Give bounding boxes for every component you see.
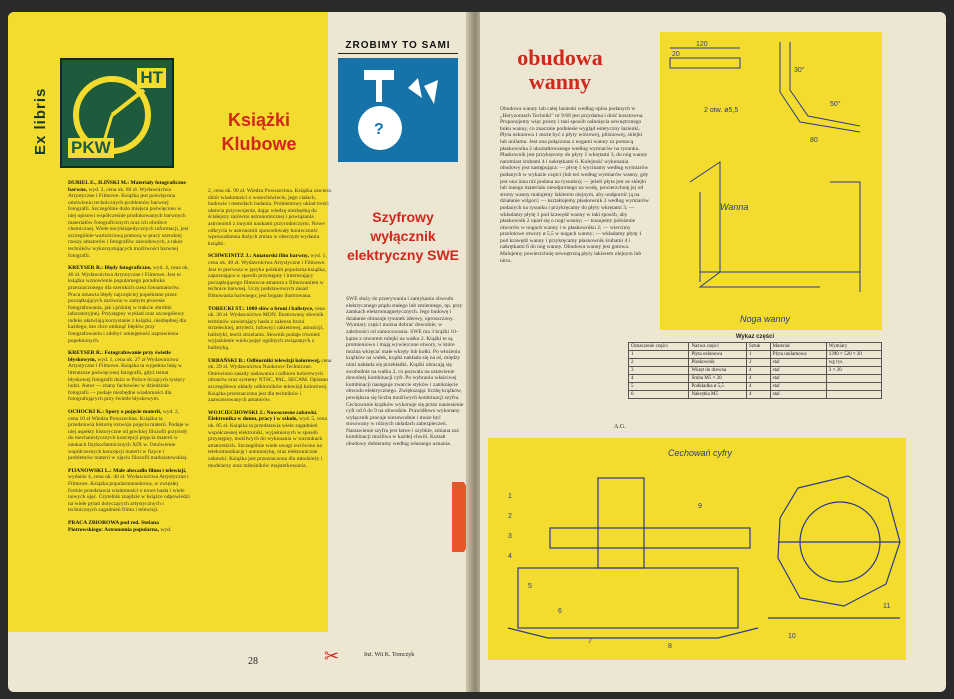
book-entry-head: WOJCIECHOWSKI J.: Nowoczesne zabawki. Elektronika w domu, pracy i w szkole, (208, 409, 318, 423)
book-entry (208, 188, 332, 247)
bathtub-bracket-drawing (660, 32, 882, 330)
table-cell: 4 (746, 391, 770, 399)
swe-signature: Inż. Wit K. Tomczyk (364, 652, 415, 658)
part-number-label: 1 (508, 493, 512, 500)
parts-table-header-cell: Nazwa części (689, 343, 746, 351)
part-number-label: 10 (788, 633, 796, 640)
parts-table-header-cell: Materiał (770, 343, 826, 351)
table-cell: Podkładka ø 5,5 (689, 383, 746, 391)
dim-30deg: 30° (794, 67, 805, 74)
table-cell: 5 (629, 383, 689, 391)
logo-ht: HT (137, 68, 166, 88)
zrobimy-heading: ZROBIMY TO SAMI (338, 40, 458, 54)
table-cell: 1 (746, 351, 770, 359)
book-entry (208, 306, 332, 352)
article-text: Obudowa wanny lub całej łazienki według opisu podanych w „Horyzontach Techniki” nr 9/68 jest przydatna i dość kosztowna. Proponujemy więc prosty i tani sposób osłonięcia zewnętrznego boku wanny, co znacznie podniesie wygląd estetyczny łazienki. Płyta osłonowa 1 może być z płyty wiórowej, pilśniowej, sklejki lub unilamu. Jest ona połączona z nogami wanny za pomocą płaskownika 2 ukształtowanego według wymiarów na rysunku. Płaskownik jest przykręcony do płyty 1 wkrętami 3, do nóg wanny natomiast śrubami 4 i nakrętkami 6. Kolejność wykonania obudowy jest następująca: — płytę 1 wycinamy według wymiarów podanych w wykazie części (lub też według wymiarów wanny, gdy jest ona inna niż podana na rysunku); — jeżeli płyta jest ze sklejki lub innego materiału nieodpornego na wodę, powierzchnię jej od strony wanny malujemy lakierem olejnym, aby uodpornić ją na działanie wilgoci; — kształtujemy płaskownik 2 według wymiarów podanych na rysunku i przykręcamy do płyty wkrętami 3; — wkładamy płytę 1 pod krawędź wanny w taki sposób, aby płaskownik 2 oparł się o nogi wanny; — trasujemy położenie otworów w nogach wanny i w płaskowniku 2; — wiercimy przelotowe otwory ø 5,5 w nogach wanny; — wkładamy płytę 1 pod krawędź wanny i przykręcamy płaskownik śrubami 4 i nakrętkami 6 do nóg wanny. Obudowa wanny jest gotowa. Malujemy powierzchnię zewnętrzną płyty lakierem olejnym lub nitro. (500, 106, 649, 264)
dim-80: 80 (810, 137, 818, 144)
swe-title: Szyfrowy wyłącznik elektryczny SWE (346, 209, 460, 263)
table-row (629, 351, 882, 359)
table-cell: wg rys. (826, 359, 881, 367)
book-entry (68, 265, 190, 344)
table-row (629, 367, 882, 375)
table-cell: 6 (629, 391, 689, 399)
book-entry (208, 358, 332, 404)
part-number-label: 6 (558, 608, 562, 615)
parts-table-header-cell: Wymiary (826, 343, 881, 351)
table-cell: Nakrętka M5 (689, 391, 746, 399)
svg-text:?: ? (374, 121, 384, 138)
table-cell (826, 391, 881, 399)
book-entry (68, 468, 190, 514)
table-cell: stal (770, 367, 826, 375)
right-page (480, 12, 946, 692)
book-entry-body: wyd. 5, cena ok. 85 zł. Książka ta przedstawia wiele zagadnień współczesnej elektroniki, wyjaśnionych w sposób przystępny, możliwych do wykonania w warunkach amatorskich. Szczególnie wiele uwagi zwrócono na telekomunikację i automatykę, oraz elektroniczne zabawki. Książka jest przeznaczona dla młodzieży i modelarzy oraz miłośników majsterkowania. (208, 416, 327, 469)
table-cell (826, 375, 881, 383)
book-entry-head: KREYSER R.: Błędy fotograficzne, (68, 265, 152, 272)
table-cell: Płyta osłonowa (689, 351, 746, 359)
table-row (629, 391, 882, 399)
article-title: obudowa wanny (517, 45, 603, 94)
book-entry (208, 253, 332, 299)
logo-pkw: PKW (68, 138, 114, 158)
parts-table-header-cell: Sztuk (746, 343, 770, 351)
swe-switch-drawing (488, 438, 906, 660)
book-entry-body: cena ok. 30 zł. Wydawnictwo MON. Ilustrowany słownik terminów zawierający hasła z zakresu broni strzeleckiej, artylerii, lufowej i rakietowej, amunicji, balistyki, teorii strzelania. Słownik podaje również wyjaśnienie wielu pojęć ogólnych związanych z balistyką. (208, 305, 325, 352)
table-row (629, 383, 882, 391)
dim-50deg: 50° (830, 101, 841, 108)
table-cell: 4 (746, 367, 770, 375)
table-cell: 2 (746, 359, 770, 367)
section-title: Książki Klubowe (221, 110, 297, 154)
book-entry (68, 409, 190, 462)
part-number-label: 2 (508, 513, 512, 520)
part-number-label: 9 (698, 503, 702, 510)
table-cell: Płaskownik (689, 359, 746, 367)
table-cell: stal (770, 375, 826, 383)
table-cell: 4 (746, 383, 770, 391)
table-cell: 3 (629, 367, 689, 375)
part-number-label: 11 (883, 603, 891, 610)
part-number-label: 7 (588, 638, 592, 645)
part-number-label: 5 (528, 583, 532, 590)
zrobimy-box (338, 40, 458, 162)
book-entry-body: wydanie 4, cena ok. 40 zł. Wydawnictwa Artystyczne i Filmowe. Książka popularnonaukowa, w zwięzłej formie przedstawia wiadomości o nowe hasła i wiele nowych ujęć. Czytelnik znajdzie w książce odpowiedzi na wiele pytań dotyczących artystycznych i technicznych zagadnień filmu i telewizji. (68, 474, 190, 514)
table-cell: 2 (629, 359, 689, 367)
scissors-icon: ✂ (324, 646, 340, 666)
hole-label: 2 otw. ø5,5 (704, 107, 739, 114)
table-cell: 4 (629, 375, 689, 383)
book-entry-head: KREYSER R.: Fotografowanie przy świetle błyskowym, (68, 350, 171, 363)
book-entry-body: wyd. 1, cena ok. 40 zł. Wydawnictwa Artystyczne i Filmowe. Jest to pierwsza w języku polskim popularna książka, zapoznająca w sposób przystępny i interesujący początkującego filmowca-amatora z filmowaniem w technice barwnej. Uczy podstawowych zasad filmowania barwnego; jest bogato ilustrowana. (208, 253, 327, 299)
book-entry-head: TORECKI ST.: 1000 słów o broni i balistyce, (208, 305, 314, 312)
table-cell (826, 383, 881, 391)
dim-20: 20 (672, 51, 680, 58)
table-cell: Wkręt do drewna (689, 367, 746, 375)
book-entry-body: 2, cena ok. 90 zł. Wiedza Powszechna. Książka zawiera zbiór wiadomości o wszechświecie, jego ciałach, budowie i metodach badania. Problemowy układ treści ułatwia przyswojenie, dając wiedzę niezbędną do ścisłejszy zarówno astronomicznej i powiązania astronomii z innymi naukami przyrodniczymi. Nowe odkrycia w astronomii spowodowały konieczność wprowadzenia dużych zmian w obecnym wydaniu książki. (208, 188, 331, 247)
book-entry (208, 410, 332, 469)
table-cell: stal (770, 359, 826, 367)
parts-table-title: Wykaz części (735, 334, 775, 340)
left-page (8, 12, 472, 692)
dim-120: 120 (696, 41, 708, 48)
book-entry-head: OCHOCKI K.: Spory o pojęcie materii, (68, 409, 162, 415)
table-row (629, 359, 882, 367)
table-cell: 3 × 20 (826, 367, 881, 375)
part-number-label: 4 (508, 553, 512, 560)
parts-table-header-cell: Oznaczenie części (629, 343, 689, 351)
parts-table-body (629, 351, 882, 399)
part-number-label: 3 (508, 533, 512, 540)
book-entry-head: PRACA ZBIOROWA pod red. Stefana Piotrowskiego: Astronomia popularna, (68, 519, 160, 533)
table-cell: Śruba M5 × 20 (689, 375, 746, 383)
book-list-col1 (68, 180, 190, 539)
book-entry-body: cena ok. 29 zł. Wydawnictwa Naukowo-Techniczne. Omówiono zasady nadawania i odbioru kolorowych obrazów oraz systemy NTSC, PAL, SECAM. Opisano szczegółowo układy odbiorników telewizji kolorowej. Książka przeznaczona jest dla techników i zaawansowanych amatorów. (208, 357, 332, 404)
table-cell: Płyta unilamowa (770, 351, 826, 359)
book-entry-body: wyd. 2, cena 10 zł Wiedza Powszechna. Książka ta przedstawia historię rozwoju pojęcia materii. Podaje w niej aspekty historyczne od greckiej filozofii przyrody do mechanistycznych koncepcji pojęcia materii w naukach fizykochemicznych XIX w. Omówienie współczesnych koncepcji materii w fizyce i problemów materii w ujęciu filozofii marksistowskiej. (68, 409, 189, 462)
ex-libris-title: Ex libris (32, 87, 49, 155)
book-entry-body: wyd. 4, cena ok. 40 zł. Wydawnictwa Artystyczne i Filmowe. Jest to książka wznowienie popularnego poradnika przeznaczonego dla szerokich rzesz fotoamatorów. Praca omawia błędy najczęściej popełniane przez początkujących zarówno w samym procesie fotografowania, jak i później w trakcie obróbki laboratoryjnej. Przystępny wykład oraz szczegółowy indeks ułatwiają korzystanie z książki, niezbędnej dla każdego, kto chce uniknąć błędów przy fotografowaniu i zdobyć umiejętność naprawienia popełnionych. (68, 265, 189, 344)
book-entry-head: SCHWEINITZ J.: Amatorski film barwny, (208, 253, 309, 260)
table-row (629, 375, 882, 383)
table-cell: 4 (746, 375, 770, 383)
article-signature: A.G. (614, 424, 626, 430)
book-entry (68, 520, 190, 533)
label-noga-wanny: Noga wanny (740, 314, 791, 324)
book-entry-head: URBAŃSKI B.: Odbiorniki telewizji kolorowej, (208, 357, 321, 364)
label-wanna: Wanna (720, 202, 749, 212)
table-cell: stal (770, 391, 826, 399)
book-entry-body: wyd. (160, 526, 172, 533)
book-list-col2 (208, 188, 332, 475)
book-entry-head: DUBIEL E., ILIŃSKI M.: Materiały fotograficzne barwne, (68, 180, 186, 193)
book-entry-body: wyd. 1, cena ok. 27 zł Wydawnictwa Artystyczne i Filmowe. Książka ta wypełnia lukę w literaturze poświęconej fotografii, gdyż temat błyskowej fotografii dużo w Polsce liczących tysięcy ludzi. Autor — znany fachowiec w dziedzinie fotografii — podaje niezbędne wiadomości dla fotografujących przy świetle błyskowym. (68, 356, 185, 403)
book-entry (68, 350, 190, 403)
drawing2-label: Cechowań cyfry (668, 448, 733, 458)
parts-table-header (629, 343, 882, 351)
parts-table (628, 334, 882, 399)
page-number: 28 (248, 656, 258, 667)
ht-pkw-logo (60, 58, 174, 168)
red-arrow-bar (452, 482, 464, 552)
book-entry (68, 180, 190, 259)
part-number-label: 8 (668, 643, 672, 650)
table-cell: 1 (629, 351, 689, 359)
book-entry-body: wyd. 2, cena ok. 80 zł. Wydawnictwa Artystyczne i Filmowe. Książka jest poświęcona omówieniu technicznych problemów barwnej fotografii. Szczególnie dużo miejsca poświęcono w niej opisowi współcześnie produkowanych barwnych materiałów fotograficznych oraz ich obróbce chemicznej. Wiele encyklopedycznych informacji, jest szczególnie wartościową pomocą w pracy szerokiej rzeszy amatorów i fotografów zawodowych, a także techników wykorzystujących możliwości barwnej fotografii. (68, 186, 189, 259)
thinking-head-icon (338, 58, 458, 162)
swe-article-text: SWE służy do przerywania i zamykania obwodu elektrycznego prądu stałego lub zmiennego, np. przy zamkach elektromagnetycznych. Jego budowę i działanie obrazuje rysunek ideowy, uproszczony. Wymiary części można dobrać dowolnie, w zależności od zamocowania. SWE ma 3 krążki 10-kątne z otworem tulejki na wałku 2. Krążki te są promieniowo i mają wywiercone otwory, w które można wkręcać małe wkręty lub kołki. Po włożeniu krążków na wałek, krążki nakłada się na oś, między nimi nakłada się przekładki. Krążki obracają się swobodnie na wałku 2, co pozwala na ustawienie dowolnej kombinacji cyfr. Po wybraniu właściwej kombinacji następuje zwarcie styków i zamknięcie obwodu elektrycznego. Zwiększając liczbę krążków, powiększa się liczba możliwych kombinacji szyfru. Cechowanie krążków wykonuje się przez naniesienie cyfr od 0 do 9 na obwodzie. Prawidłowo wykonany wyłącznik pracuje niezawodnie i może być stosowany w różnych układach zabezpieczeń. Nastawienie szyfru jest łatwe i szybkie, zmiana zaś kombinacji możliwa w każdej chwili. Kształt obudowy dobieramy według własnego uznania. (346, 296, 464, 448)
table-cell: 1390 × 520 × 20 (826, 351, 881, 359)
table-cell: stal (770, 383, 826, 391)
book-entry-head: PIJANOWSKI L.: Małe abecadło filmu i telewizji, (68, 467, 187, 474)
